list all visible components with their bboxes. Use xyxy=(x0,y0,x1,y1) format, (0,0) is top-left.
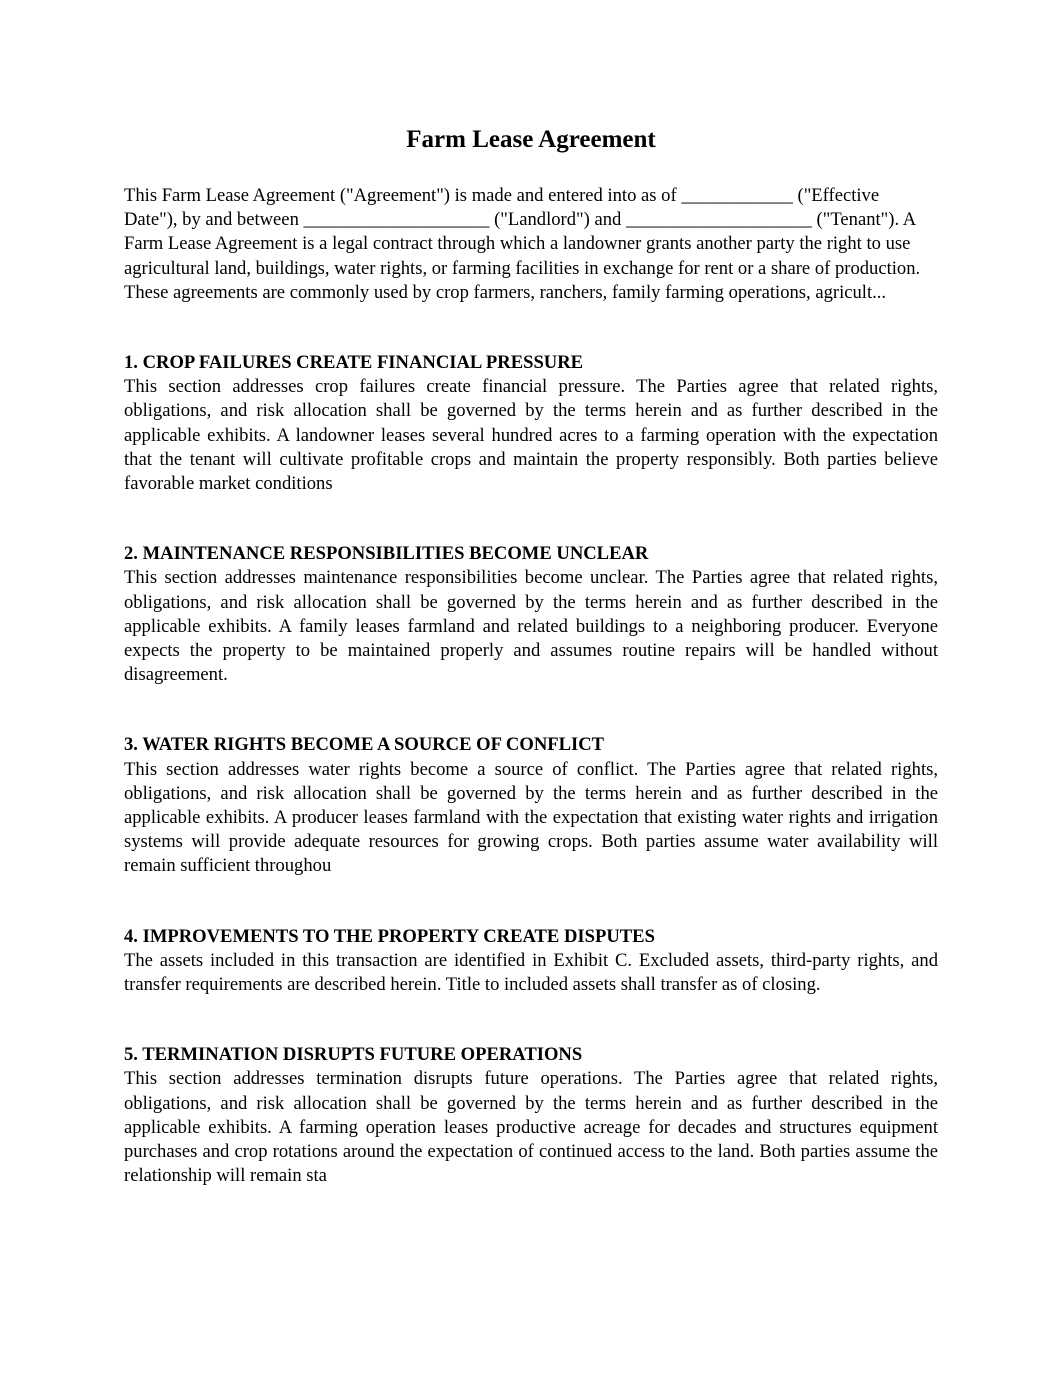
section-heading: 3. WATER RIGHTS BECOME A SOURCE OF CONFLICT xyxy=(124,734,605,756)
section-4 xyxy=(124,925,938,998)
intro-text-1: This Farm Lease Agreement ("Agreement") is made and entered into as of xyxy=(124,185,682,206)
document-page xyxy=(124,124,938,1189)
effective-date-blank: ____________ xyxy=(681,185,793,206)
document-title: Farm Lease Agreement xyxy=(406,126,656,153)
intro-paragraph xyxy=(124,184,936,305)
section-5 xyxy=(124,1043,938,1188)
section-3 xyxy=(124,733,938,878)
intro-text-2: ("Effective Date"), by and between xyxy=(124,185,880,231)
section-heading: 4. IMPROVEMENTS TO THE PROPERTY CREATE DISPUTES xyxy=(124,925,655,947)
section-heading: 5. TERMINATION DISRUPTS FUTURE OPERATIONS xyxy=(124,1044,583,1066)
tenant-blank: ____________________ xyxy=(625,209,812,231)
section-2 xyxy=(124,542,938,687)
section-body: The assets included in this transaction are identified in Exhibit C. Excluded assets, third-party rights, and transfer requirements are described herein. Title to included assets shall transfer as of closing. xyxy=(124,949,938,996)
section-body: This section addresses maintenance responsibilities become unclear. The Parties agree that related rights, obligations, and risk allocation shall be governed by the terms herein and as further described in the applicable exhibits. A family leases farmland and related buildings to a neighboring producer. Everyone expects the property to be maintained properly and assumes routine repairs will be handled without disagreement. xyxy=(124,567,938,686)
section-1 xyxy=(124,351,938,496)
intro-text-4: ("Tenant"). A Farm Lease Agreement is a legal contract through which a landowner grants another party the right to use agricultural land, buildings, water rights, or farming facilities in exchange for rent or a share of production. These agreements are commonly used by crop farmers, ranchers, family farming operations, agricult... xyxy=(124,209,921,303)
section-body: This section addresses termination disrupts future operations. The Parties agree that related rights, obligations, and risk allocation shall be governed by the terms herein and as further described in the applicable exhibits. A farming operation leases productive acreage for decades and structures equipment purchases and crop rotations around the expectation of continued access to the land. Both parties assume the relationship will remain sta xyxy=(124,1068,938,1187)
section-body: This section addresses crop failures create financial pressure. The Parties agree that related rights, obligations, and risk allocation shall be governed by the terms herein and as further described in the applicable exhibits. A landowner leases several hundred acres to a farming operation with the expectation that the tenant will cultivate profitable crops and maintain the property responsibly. Both parties believe favorable market conditions xyxy=(124,376,938,495)
section-heading: 2. MAINTENANCE RESPONSIBILITIES BECOME UNCLEAR xyxy=(124,543,649,565)
section-heading: 1. CROP FAILURES CREATE FINANCIAL PRESSURE xyxy=(124,352,584,374)
landlord-blank: ____________________ xyxy=(303,209,490,231)
intro-text-3: ("Landlord") and xyxy=(489,209,626,231)
section-body: This section addresses water rights become a source of conflict. The Parties agree that related rights, obligations, and risk allocation shall be governed by the terms herein and as further described in the applicable exhibits. A producer leases farmland with the expectation that existing water rights and irrigation systems will provide adequate resources for growing crops. Both parties assume water availability will remain sufficient throughou xyxy=(124,758,938,877)
